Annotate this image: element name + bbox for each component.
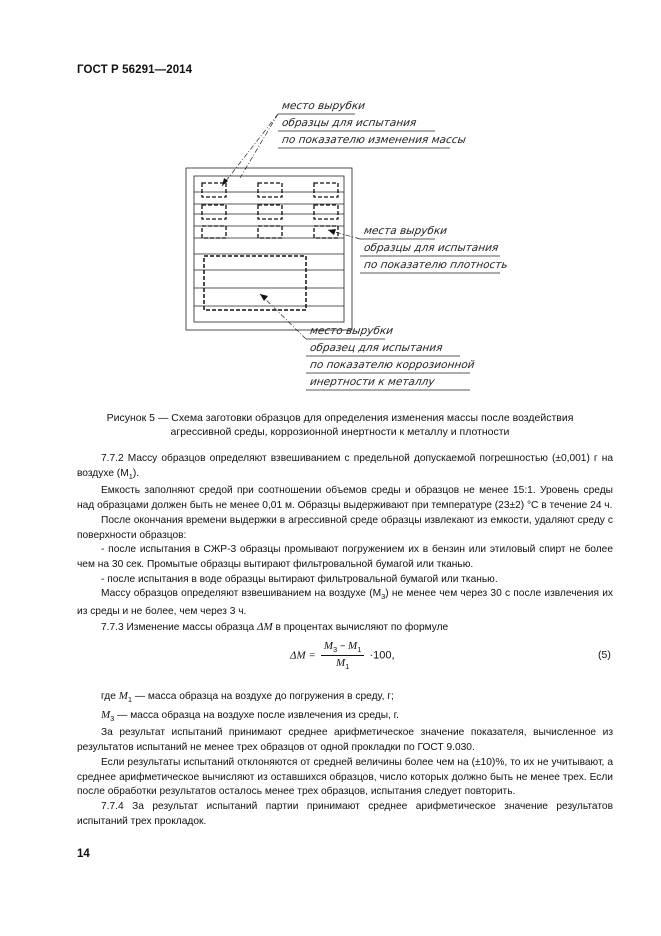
- density-sample: [202, 226, 226, 238]
- paragraph: После окончания времени выдержки в агрессивной среде образцы извлекают из емкости, удаляют среду с поверхности образцов:: [77, 514, 613, 541]
- label-cut-place-3: место вырубки: [309, 325, 394, 337]
- density-sample: [258, 226, 282, 238]
- label-mass-samples-1: образцы для испытания: [281, 117, 418, 129]
- paragraph-7-7-3: 7.7.3 Изменение массы образца ΔM в процентах вычисляют по формуле: [101, 620, 449, 633]
- corrosion-sample: [204, 256, 306, 310]
- mass-sample: [202, 205, 226, 219]
- label-density-samples-1: образцы для испытания: [363, 242, 500, 254]
- page-number: 14: [77, 848, 90, 860]
- body-text-section: [77, 452, 613, 636]
- mass-sample: [258, 205, 282, 219]
- paragraph: Если результаты испытаний отклоняются от средней величины более чем на (±10)%, то их не учитывают, а среднее арифметическое вычисляют из оставшихся образцов, число которых должно быть не менее трех. Если после обработки результатов осталось менее трех образцов, испытания следует повторить.: [77, 756, 613, 798]
- label-corrosion-sample-2: по показателю коррозионной: [309, 359, 476, 371]
- label-cut-place-2: места вырубки: [363, 225, 448, 237]
- paragraph-7-7-4: 7.7.4 За результат испытаний партии принимают среднее арифметическое значение результатов испытаний трех прокладок.: [77, 800, 613, 827]
- sheet-inner: [194, 176, 344, 322]
- where-section: [77, 689, 613, 829]
- variable-definition: $M_3$ — масса образца на воздухе после извлечения из среды, г.: [101, 708, 399, 723]
- label-corrosion-sample-1: образец для испытания: [309, 342, 444, 354]
- paragraph: - после испытания в СЖР-3 образцы промывают погружением их в бензин или этиловый спирт не более чем на 30 сек. Промытые образцы вытирают фильтровальной бумагой или тканью.: [77, 544, 613, 570]
- paragraph: Емкость заполняют средой при соотношении объемов среды и образцов не менее 15:1. Уровень среды над образцами должен быть не менее 0,01 м. Образцы выдерживают при температуре (23±2) °С в течение 24 ч.: [77, 485, 613, 512]
- paragraph: Массу образцов определяют взвешиванием на воздухе $(M_3)$ не менее чем через 30 с после извлечения их из среды и не более, чем через 3 ч.: [77, 588, 614, 618]
- label-cut-place-1: место вырубки: [281, 100, 366, 112]
- paragraph: За результат испытаний принимают среднее арифметическое значение показателя, вычисленное из результатов испытаний не менее трех образцов от одной прокладки по ГОСТ 9.030.: [77, 727, 613, 754]
- mass-sample: [314, 183, 338, 197]
- page-header: ГОСТ Р 56291—2014: [77, 64, 193, 76]
- paragraph: - после испытания в воде образцы вытирают фильтровальной бумагой или тканью.: [101, 573, 498, 585]
- label-density-samples-2: по показателю плотность: [363, 259, 509, 271]
- label-corrosion-sample-3: инертности к металлу: [309, 376, 436, 388]
- label-mass-samples-2: по показателю изменения массы: [281, 134, 467, 146]
- formula-fraction: $\frac{M_3 - M_1}{M_1}$: [321, 640, 365, 671]
- formula-5: ΔM = $\frac{M_3 - M_1}{M_1}$ ·100,: [290, 640, 395, 671]
- mass-sample: [258, 183, 282, 197]
- figure-caption: Рисунок 5 — Схема заготовки образцов для определения изменения массы после воздействия агрессивной среды, коррозионной инертности к металлу и плотности: [106, 412, 574, 438]
- mass-sample: [314, 205, 338, 219]
- equation-number: (5): [598, 649, 611, 661]
- paragraph-7-7-2: 7.7.2 Массу образцов определяют взвешиванием с предельной допускаемой погрешностью (±0,001) г на воздухе $(M_1)$.: [77, 453, 613, 481]
- variable-definition: где $M_1$ — масса образца на воздухе до погружения в среду, г;: [101, 690, 394, 705]
